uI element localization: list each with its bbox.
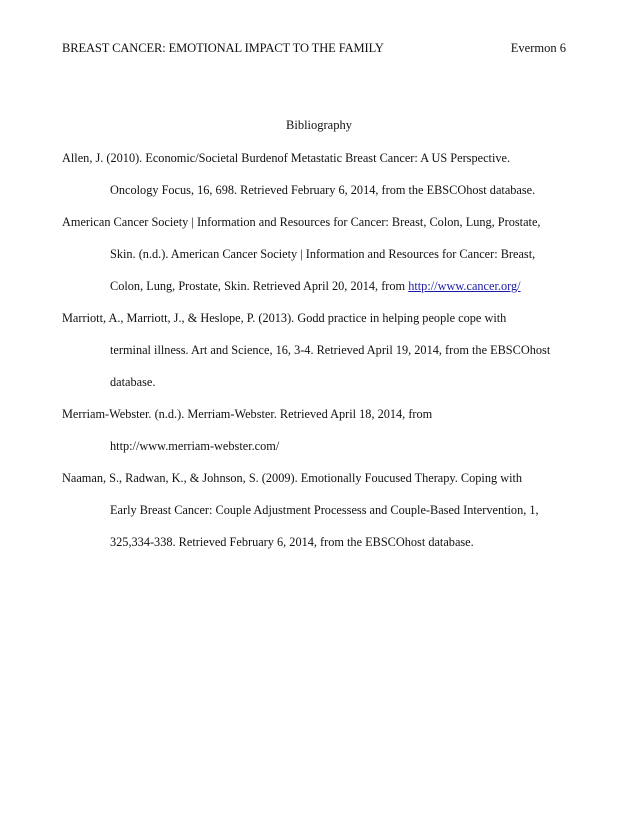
entry-line: Oncology Focus, 16, 698. Retrieved February 6, 2014, from the EBSCOhost database. [110,183,536,197]
bibliography-entry-allen [62,150,572,214]
entry-line: Merriam-Webster. (n.d.). Merriam-Webster. Retrieved April 18, 2014, from [62,407,433,421]
entry-line: American Cancer Society | Information and Resources for Cancer: Breast, Colon, Lung, Prostate, [62,215,541,229]
cancer-org-link[interactable]: http://www.cancer.org/ [408,279,521,293]
bibliography-entry-merriam-webster [62,406,572,470]
entry-line: Skin. (n.d.). American Cancer Society | Information and Resources for Cancer: Breast, [110,247,536,261]
entry-line: database. [110,375,156,389]
entry-line-with-link [62,278,572,310]
entry-line: Naaman, S., Radwan, K., & Johnson, S. (2009). Emotionally Foucused Therapy. Coping with [62,471,523,485]
running-head: BREAST CANCER: EMOTIONAL IMPACT TO THE FAMILY [62,41,384,55]
bibliography-entry-american-cancer-society [62,214,572,310]
entry-line: terminal illness. Art and Science, 16, 3-4. Retrieved April 19, 2014, from the EBSCOhost [110,343,551,357]
bibliography-entry-naaman [62,470,572,566]
entry-line: Early Breast Cancer: Couple Adjustment Processess and Couple-Based Intervention, 1, [110,503,539,517]
entry-line: Allen, J. (2010). Economic/Societal Burdenof Metastatic Breast Cancer: A US Perspective. [62,151,511,165]
entry-line: Marriott, A., Marriott, J., & Heslope, P. (2013). Godd practice in helping people cope with [62,311,507,325]
bibliography-list [62,150,572,566]
bibliography-title: Bibliography [286,118,352,132]
entry-line: 325,334-338. Retrieved February 6, 2014, from the EBSCOhost database. [110,535,474,549]
bibliography-entry-marriott [62,310,572,406]
entry-line-text: Colon, Lung, Prostate, Skin. Retrieved April 20, 2014, from [110,279,409,293]
page-number: Evermon 6 [510,41,566,55]
page-header [62,40,566,56]
entry-line: http://www.merriam-webster.com/ [110,439,280,453]
